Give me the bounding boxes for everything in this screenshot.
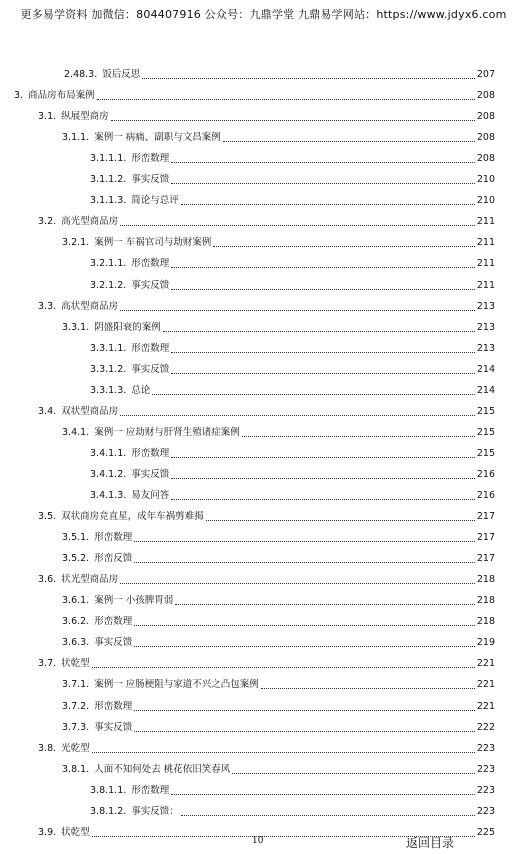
toc-entry-title: 事实反馈 — [94, 721, 133, 733]
toc-entry[interactable] — [38, 214, 495, 228]
toc-entry-page: 217 — [476, 553, 495, 565]
toc-entry-title: 案例一 小孩脾胃弱 — [94, 595, 174, 607]
toc-entry[interactable] — [62, 635, 495, 649]
toc-entry-title: 双状商房竞直星，成年车祸剪难揭 — [61, 511, 204, 523]
toc-entry-number: 3.3.1. — [62, 321, 90, 333]
back-to-contents-link[interactable]: 返回目录 — [406, 836, 455, 850]
page-header: 更多易学资料 加微信：804407916 公众号：九鼎学堂 九鼎易学网站：https://www.jdyx6.com — [20, 8, 507, 21]
toc-entry-number: 3.6.1. — [62, 595, 90, 607]
toc-entry-page: 213 — [476, 300, 495, 312]
toc-entry-page: 210 — [476, 174, 495, 186]
toc-entry[interactable] — [38, 741, 495, 755]
toc-entry[interactable] — [14, 88, 495, 102]
toc-entry[interactable] — [90, 278, 495, 292]
toc-entry-title: 商品房布局案例 — [28, 90, 95, 102]
toc-entry-title: 易友问答 — [131, 490, 170, 501]
toc-entry[interactable] — [90, 446, 495, 460]
toc-entry-page: 211 — [476, 279, 495, 291]
toc-entry-page: 211 — [476, 216, 495, 228]
toc-entry-page: 208 — [476, 90, 495, 102]
toc-entry-title: 形峦数理 — [131, 447, 170, 459]
toc-entry-page: 217 — [476, 532, 495, 544]
toc-entry-number: 3.2. — [38, 216, 57, 228]
toc-entry-page: 218 — [476, 574, 495, 586]
toc-dot-leader — [134, 730, 475, 732]
toc-entry-title: 案例一 病痛、副职与文昌案例 — [94, 132, 221, 144]
toc-dot-leader — [120, 224, 475, 226]
toc-entry-number: 3.8.1. — [62, 763, 90, 775]
toc-entry-page: 221 — [476, 700, 495, 712]
toc-dot-leader — [232, 772, 475, 774]
toc-dot-leader — [134, 540, 475, 542]
toc-entry-page: 223 — [476, 742, 495, 754]
toc-entry-page: 223 — [476, 763, 495, 775]
toc-dot-leader — [171, 161, 475, 163]
toc-entry-title: 总论 — [131, 384, 151, 396]
toc-entry[interactable] — [90, 488, 495, 502]
toc-entry-page: 223 — [476, 784, 495, 796]
toc-entry[interactable] — [90, 362, 495, 376]
toc-entry[interactable] — [90, 172, 495, 186]
toc-entry[interactable] — [90, 341, 495, 355]
toc-dot-leader — [175, 603, 475, 605]
toc-dot-leader — [171, 793, 475, 795]
toc-entry[interactable] — [62, 720, 495, 734]
toc-dot-leader — [242, 435, 475, 437]
toc-entry-page: 218 — [476, 595, 495, 607]
toc-entry-title: 形峦数理 — [94, 616, 133, 628]
toc-dot-leader — [97, 98, 475, 100]
toc-entry-number: 3.3.1.3. — [90, 384, 127, 396]
toc-entry-page: 216 — [476, 490, 495, 501]
toc-entry-title: 事实反馈： — [131, 805, 179, 817]
toc-entry-number: 3.1.1.2. — [90, 174, 127, 186]
toc-entry[interactable] — [62, 551, 495, 565]
toc-entry-number: 3.7. — [38, 658, 57, 670]
toc-entry[interactable] — [62, 762, 495, 776]
toc-entry-number: 3.3. — [38, 300, 57, 312]
toc-entry-title: 状乾型 — [61, 658, 90, 670]
toc-entry-number: 3.7.1. — [62, 679, 90, 691]
toc-entry-number: 3.4.1.1. — [90, 447, 127, 459]
toc-entry-title: 形峦数理 — [131, 153, 170, 165]
toc-entry[interactable] — [62, 593, 495, 607]
toc-entry-page: 223 — [476, 805, 495, 817]
toc-entry-number: 3.6.2. — [62, 616, 90, 628]
toc-entry-number: 3.2.1.1. — [90, 258, 127, 270]
toc-entry-number: 3.8.1.2. — [90, 805, 127, 817]
toc-entry-title: 形峦数理 — [131, 784, 170, 796]
toc-dot-leader — [171, 477, 475, 479]
toc-dot-leader — [134, 561, 475, 563]
toc-entry[interactable] — [90, 783, 495, 797]
toc-entry[interactable] — [38, 404, 495, 418]
toc-entry[interactable] — [62, 699, 495, 713]
toc-entry[interactable] — [64, 67, 495, 81]
toc-entry[interactable] — [38, 109, 495, 123]
toc-entry-page: 222 — [476, 721, 495, 733]
toc-entry-number: 3.4.1.3. — [90, 490, 127, 501]
toc-dot-leader — [142, 77, 475, 79]
toc-entry-page: 213 — [476, 321, 495, 333]
toc-entry-page: 218 — [476, 616, 495, 628]
toc-entry[interactable] — [62, 235, 495, 249]
toc-entry[interactable] — [38, 572, 495, 586]
toc-entry-title: 事实反馈 — [131, 363, 170, 375]
toc-entry-title: 形峦反馈 — [94, 553, 133, 565]
toc-dot-leader — [181, 203, 475, 205]
toc-entry-title: 事实反馈 — [131, 279, 170, 291]
toc-dot-leader — [120, 309, 475, 311]
toc-entry-page: 214 — [476, 384, 495, 396]
toc-entry[interactable] — [38, 656, 495, 670]
toc-entry-page: 208 — [476, 153, 495, 165]
toc-entry-number: 3.8.1.1. — [90, 784, 127, 796]
toc-entry-number: 3.1. — [38, 111, 57, 123]
toc-dot-leader — [120, 582, 475, 584]
toc-entry[interactable] — [90, 193, 495, 207]
toc-entry-number: 3.7.2. — [62, 700, 90, 712]
toc-dot-leader — [163, 330, 475, 332]
toc-entry-title: 形峦数理 — [131, 258, 170, 270]
page-number: 10 — [252, 836, 264, 846]
toc-entry-title: 事实反馈 — [131, 174, 170, 186]
toc-entry-page: 207 — [476, 69, 495, 80]
toc-dot-leader — [171, 182, 475, 184]
toc-entry-page: 221 — [476, 658, 495, 670]
toc-entry-title: 阴盛阳衰的案例 — [94, 321, 161, 333]
toc-entry-title: 高状型商品房 — [61, 300, 119, 312]
toc-dot-leader — [261, 687, 475, 689]
toc-entry-page: 225 — [476, 826, 495, 838]
toc-entry-number: 3.6.3. — [62, 637, 90, 649]
toc-entry-title: 双状型商品房 — [61, 405, 119, 417]
toc-entry-title: 形峦数理 — [94, 700, 133, 712]
toc-entry[interactable] — [90, 383, 495, 397]
toc-dot-leader — [223, 140, 475, 142]
toc-dot-leader — [171, 456, 475, 458]
toc-entry[interactable] — [90, 151, 495, 165]
toc-entry[interactable] — [90, 256, 495, 270]
toc-entry-number: 3.8. — [38, 742, 57, 754]
toc-entry-page: 219 — [476, 637, 495, 649]
toc-dot-leader — [171, 372, 475, 374]
toc-dot-leader — [152, 393, 475, 395]
toc-entry-number: 3.3.1.1. — [90, 342, 127, 354]
toc-entry-title: 简论与总评 — [131, 195, 179, 207]
toc-entry-number: 3.5.1. — [62, 532, 90, 544]
toc-entry-title: 事实反馈 — [94, 637, 133, 649]
toc-dot-leader — [92, 751, 475, 753]
toc-entry-number: 3.1.1. — [62, 132, 90, 144]
toc-dot-leader — [206, 519, 475, 521]
toc-dot-leader — [134, 624, 475, 626]
toc-entry-page: 215 — [476, 405, 495, 417]
toc-entry-title: 案例一 应劫财与肝肾生殖诸症案例 — [94, 426, 240, 438]
toc-entry-title: 形峦数理 — [131, 342, 170, 354]
toc-entry-title: 光乾型 — [61, 742, 90, 754]
toc-dot-leader — [171, 288, 475, 290]
toc-entry-number: 3.1.1.1. — [90, 153, 127, 165]
toc-entry-number: 3.3.1.2. — [90, 363, 127, 375]
toc-entry-number: 3.7.3. — [62, 721, 90, 733]
toc-entry[interactable] — [90, 804, 495, 818]
toc-entry-title: 案例一 应肠梗阻与家道不兴之凸包案例 — [94, 679, 259, 691]
toc-dot-leader — [171, 498, 475, 500]
toc-entry-page: 217 — [476, 511, 495, 523]
toc-dot-leader — [134, 709, 475, 711]
toc-dot-leader — [171, 266, 475, 268]
toc-entry-number: 3.6. — [38, 574, 57, 586]
toc-dot-leader — [171, 351, 475, 353]
toc-entry-number: 3.2.1.2. — [90, 279, 127, 291]
toc-entry-page: 213 — [476, 342, 495, 354]
toc-entry-number: 3.4.1.2. — [90, 468, 127, 480]
toc-entry-title: 纵展型商房 — [61, 111, 109, 123]
toc-entry[interactable] — [38, 299, 495, 313]
toc-entry[interactable] — [62, 530, 495, 544]
toc-entry-number: 2.48.3. — [64, 69, 98, 80]
toc-entry-title: 事实反馈 — [131, 468, 170, 480]
toc-entry[interactable] — [38, 509, 495, 523]
toc-dot-leader — [181, 814, 475, 816]
toc-entry-title: 案例一 车祸官司与劫财案例 — [94, 237, 212, 249]
toc-entry-title: 高光型商品房 — [61, 216, 119, 228]
toc-entry-page: 214 — [476, 363, 495, 375]
toc-entry-number: 3. — [14, 90, 24, 102]
toc-entry-page: 208 — [476, 111, 495, 123]
toc-entry-page: 216 — [476, 468, 495, 480]
toc-entry-number: 3.5. — [38, 511, 57, 523]
toc-entry[interactable] — [90, 467, 495, 481]
toc-entry-number: 3.4. — [38, 405, 57, 417]
toc-entry-number: 3.9. — [38, 826, 57, 838]
toc-entry-page: 211 — [476, 258, 495, 270]
toc-entry-title: 人面不知何处去 桃花依旧笑春风 — [94, 763, 231, 775]
toc-entry-title: 状光型商品房 — [61, 574, 119, 586]
toc-entry[interactable] — [62, 614, 495, 628]
toc-entry-number: 3.2.1. — [62, 237, 90, 249]
toc-entry-page: 221 — [476, 679, 495, 691]
toc-entry-number: 3.1.1.3. — [90, 195, 127, 207]
toc-entry-page: 215 — [476, 426, 495, 438]
toc-entry-page: 211 — [476, 237, 495, 249]
toc-entry-title: 饭后反思 — [102, 69, 141, 80]
toc-entry-page: 215 — [476, 447, 495, 459]
toc-dot-leader — [111, 119, 475, 121]
toc-entry-title: 状乾型 — [61, 826, 90, 838]
toc-dot-leader — [92, 666, 475, 668]
toc-entry-page: 208 — [476, 132, 495, 144]
toc-dot-leader — [134, 645, 475, 647]
toc-dot-leader — [213, 245, 475, 247]
toc-dot-leader — [120, 414, 475, 416]
toc-entry[interactable] — [62, 677, 495, 691]
toc-entry[interactable] — [62, 130, 495, 144]
toc-entry-number: 3.5.2. — [62, 553, 90, 565]
toc-entry[interactable] — [62, 425, 495, 439]
toc-entry-page: 210 — [476, 195, 495, 207]
toc-entry-number: 3.4.1. — [62, 426, 90, 438]
toc-entry-title: 形峦数理 — [94, 532, 133, 544]
toc-entry[interactable] — [62, 320, 495, 334]
